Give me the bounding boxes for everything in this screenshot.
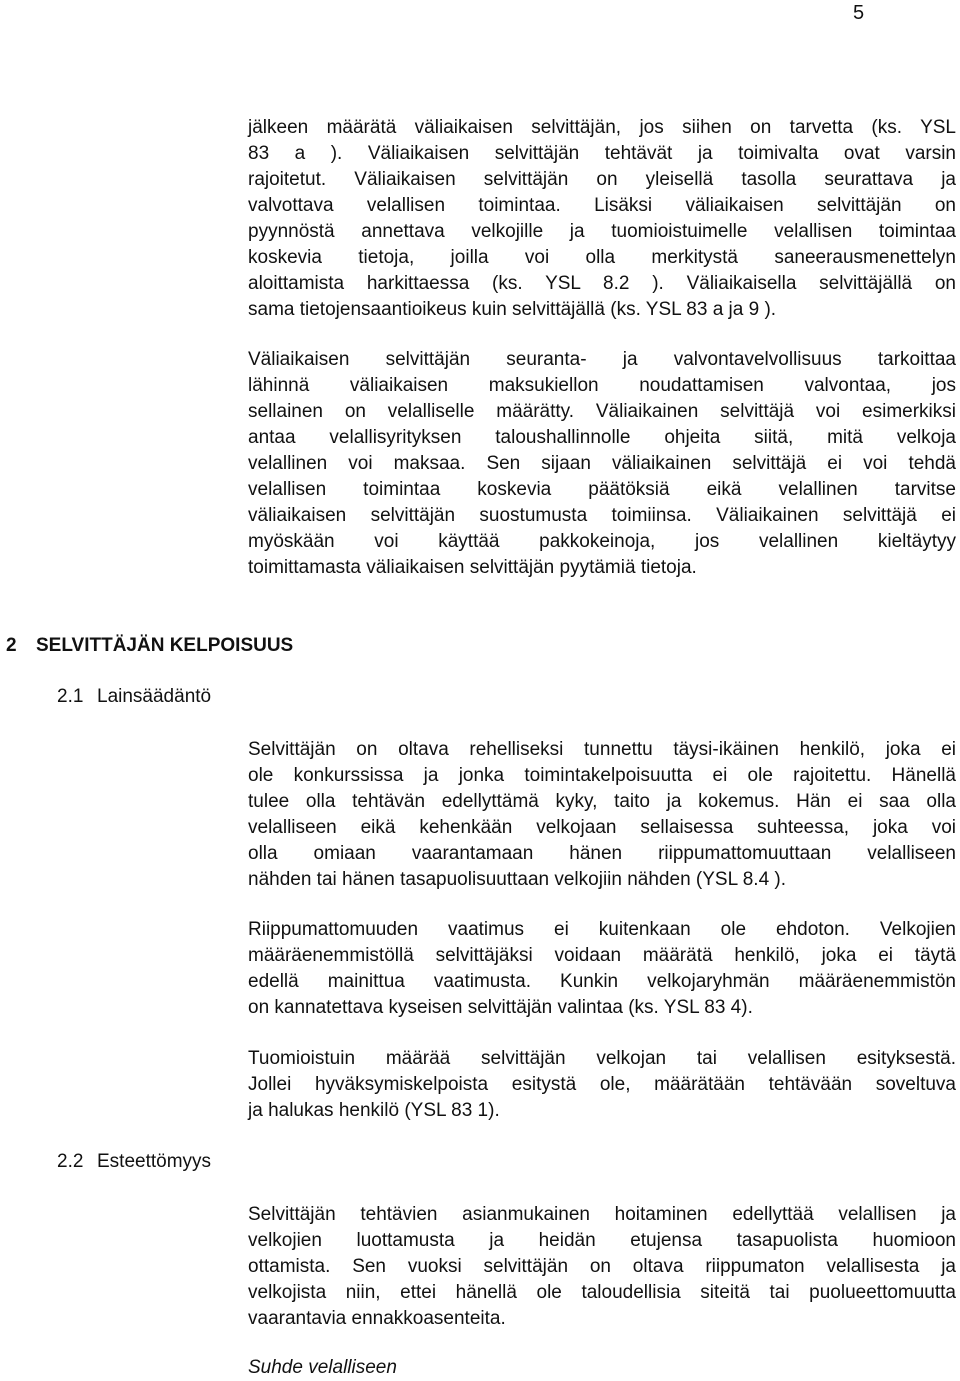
text-line: Väliaikaisen selvittäjän seuranta- ja valvontavelvollisuus tarkoittaa	[248, 349, 956, 370]
text-line: 83 a ). Väliaikaisen selvittäjän tehtävät ja toimivalta ovat varsin	[248, 143, 956, 164]
text-line: edellä mainittua vaatimusta. Kunkin velkojaryhmän määräenemmistön	[248, 971, 956, 992]
text-line: pyynnöstä annettava velkojille ja tuomioistuimelle velallisen toimintaa	[248, 221, 956, 242]
text-line: Tuomioistuin määrää selvittäjän velkojan tai velallisen esityksestä.	[248, 1048, 956, 1069]
text-line: sama tietojensaantioikeus kuin selvittäjällä (ks. YSL 83 a ja 9 ).	[248, 299, 777, 320]
text-line: rajoitetut. Väliaikaisen selvittäjän on yleisellä tasolla seurattava ja	[248, 169, 956, 190]
section-heading-2-1	[57, 686, 211, 708]
section-title: SELVITTÄJÄN KELPOISUUS	[36, 635, 294, 656]
text-line: jälkeen määrätä väliaikaisen selvittäjän, jos siihen on tarvetta (ks. YSL	[248, 117, 956, 138]
paragraph-impartiality	[248, 1202, 956, 1332]
text-line: toimittamasta väliaikaisen selvittäjän pyytämiä tietoja.	[248, 557, 697, 578]
text-line: olla omiaan vaarantamaan hänen riippumattomuuttaan velalliseen	[248, 843, 956, 864]
paragraph-eligibility-requirements	[248, 737, 956, 893]
page-number: 5	[853, 2, 865, 24]
text-line: velkojista niin, ettei hänellä ole taloudellisia siteitä tai puolueettomuutta	[248, 1282, 956, 1303]
text-line: Selvittäjän on oltava rehelliseksi tunnettu täysi-ikäinen henkilö, joka ei	[248, 739, 956, 760]
text-line: velkojien luottamusta ja heidän etujensa tasapuolista huomioon	[248, 1230, 956, 1251]
text-line: antaa velallisyrityksen taloushallinnolle ohjeita siitä, mitä velkoja	[248, 427, 956, 448]
text-line: velallinen voi maksaa. Sen sijaan väliaikainen selvittäjä ei voi tehdä	[248, 453, 956, 474]
text-line: valvottava velallisen toimintaa. Lisäksi väliaikaisen selvittäjän on	[248, 195, 956, 216]
section-heading-2	[6, 635, 293, 657]
text-line: koskevia tietoja, joilla voi olla merkitystä saneerausmenettelyn	[248, 247, 956, 268]
text-line: velalliseen eikä kehenkään velkojaan sellaisessa suhteessa, joka voi	[248, 817, 956, 838]
section-number: 2	[6, 635, 17, 656]
text-line: tulee olla tehtävän edellyttämä kyky, taito ja kokemus. Hän ei saa olla	[248, 791, 956, 812]
text-line: velallisen toimintaa koskevia päätöksiä eikä velallinen tarvitse	[248, 479, 956, 500]
text-line: vaarantavia ennakkoasenteita.	[248, 1308, 506, 1329]
text-line: sellainen on velalliselle määrätty. Väliaikainen selvittäjä voi esimerkiksi	[248, 401, 956, 422]
text-line: Jollei hyväksymiskelpoista esitystä ole, määrätään tehtävään soveltuva	[248, 1074, 956, 1095]
paragraph-interim-administrator-duties	[248, 115, 956, 323]
paragraph-independence-requirement	[248, 917, 956, 1021]
text-line: Riippumattomuuden vaatimus ei kuitenkaan ole ehdoton. Velkojien	[248, 919, 956, 940]
text-line: ole konkurssissa ja jonka toimintakelpoisuutta ei ole rajoitettu. Hänellä	[248, 765, 956, 786]
subheading-relation-to-debtor: Suhde velalliseen	[248, 1357, 397, 1378]
text-line: Selvittäjän tehtävien asianmukainen hoitaminen edellyttää velallisen ja	[248, 1204, 956, 1225]
paragraph-monitoring-obligation	[248, 347, 956, 581]
text-line: on kannatettava kyseisen selvittäjän valintaa (ks. YSL 83 4).	[248, 997, 753, 1018]
text-line: ja halukas henkilö (YSL 83 1).	[248, 1100, 500, 1121]
text-line: määräenemmistöllä selvittäjäksi voidaan määrätä henkilö, joka ei täytä	[248, 945, 956, 966]
section-number: 2.2	[57, 1151, 84, 1172]
text-line: aloittamista harkittaessa (ks. YSL 8.2 ). Väliaikaisella selvittäjällä on	[248, 273, 956, 294]
text-line: nähden tai hänen tasapuolisuuttaan velkojiin nähden (YSL 8.4 ).	[248, 869, 787, 890]
text-line: väliaikaisen selvittäjän suostumusta toimiinsa. Väliaikainen selvittäjä ei	[248, 505, 956, 526]
section-heading-2-2	[57, 1151, 211, 1173]
section-number: 2.1	[57, 686, 84, 707]
paragraph-court-appointment	[248, 1046, 956, 1124]
text-line: lähinnä väliaikaisen maksukiellon noudattamisen valvontaa, jos	[248, 375, 956, 396]
text-line: ottamista. Sen vuoksi selvittäjän on oltava riippumaton velallisesta ja	[248, 1256, 956, 1277]
section-title: Lainsäädäntö	[97, 686, 212, 707]
text-line: myöskään voi käyttää pakkokeinoja, jos velallinen kieltäytyy	[248, 531, 956, 552]
section-title: Esteettömyys	[97, 1151, 212, 1172]
